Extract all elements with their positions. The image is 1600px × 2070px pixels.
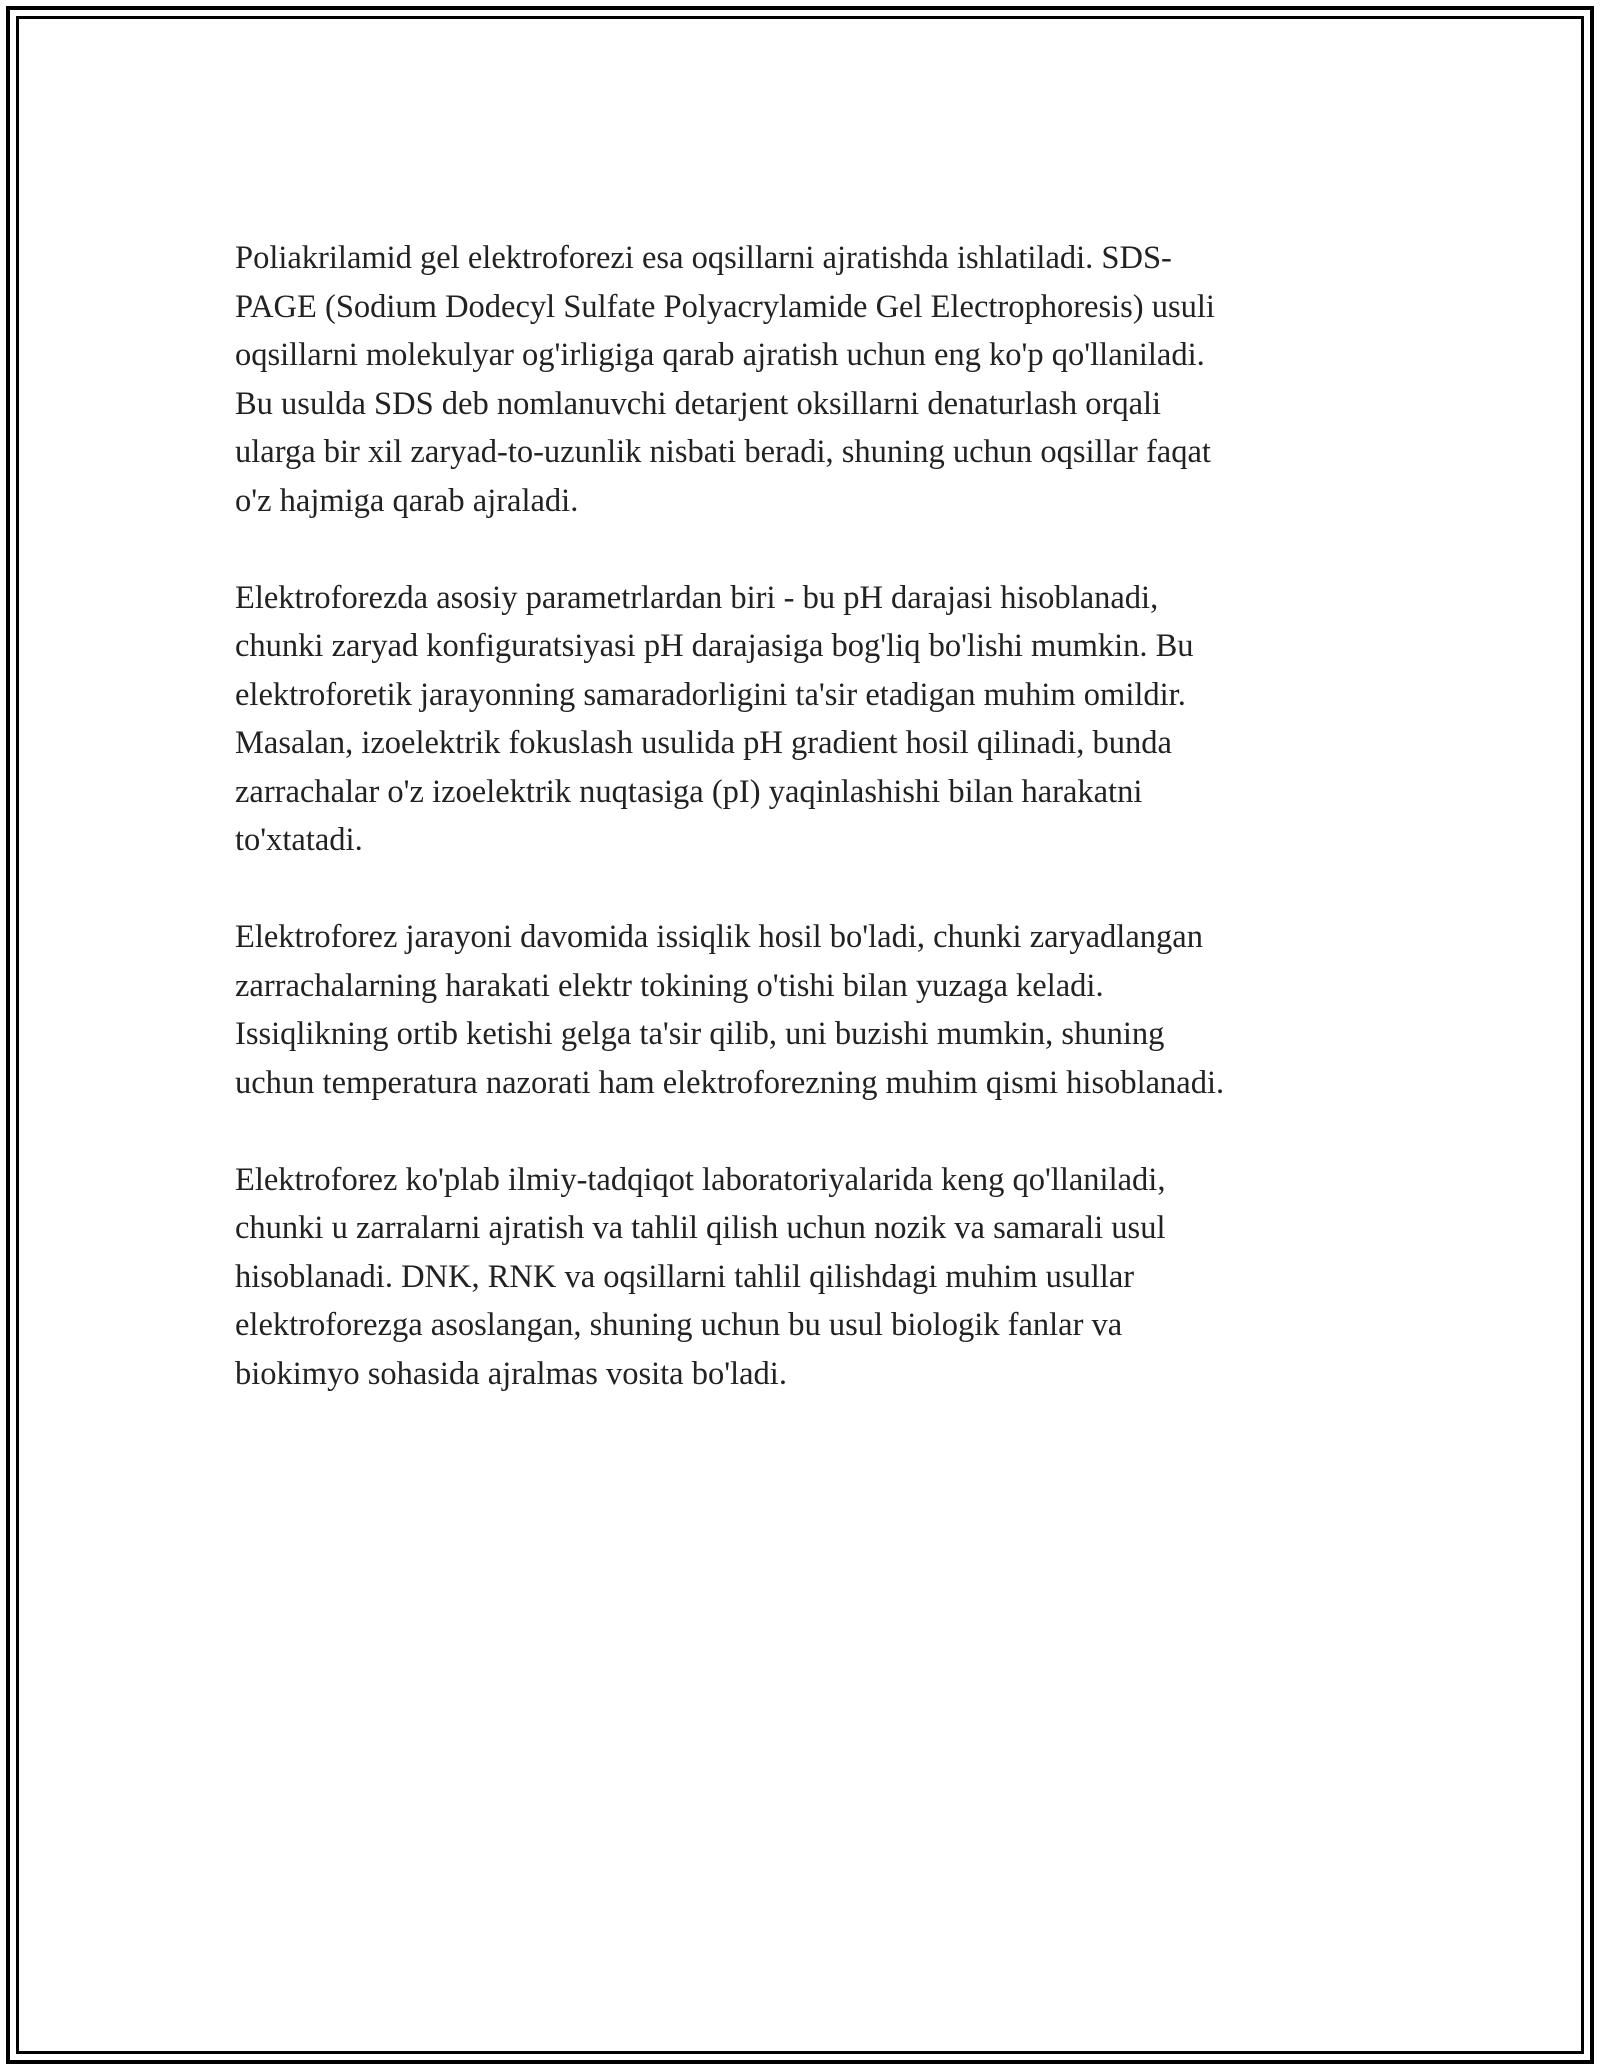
text-line: oqsillarni molekulyar og'irligiga qarab ajratish uchun eng ko'p qo'llaniladi.: [235, 337, 1205, 373]
text-line: elektroforetik jarayonning samaradorligini ta'sir etadigan muhim omildir.: [235, 676, 1186, 713]
text-line: ularga bir xil zaryad-to-uzunlik nisbati beradi, shuning uchun oqsillar faqat: [235, 434, 1211, 470]
text-line: to'xtatadi.: [235, 822, 363, 858]
paragraph-1: [235, 234, 1355, 525]
text-line: Poliakrilamid gel elektroforezi esa oqsillarni ajratishda ishlatiladi. SDS-: [235, 240, 1172, 276]
paragraph-4: [235, 1156, 1355, 1399]
text-line: Bu usulda SDS deb nomlanuvchi detarjent oksillarni denaturlash orqali: [235, 385, 1162, 422]
text-line: Masalan, izoelektrik fokuslash usulida pH gradient hosil qilinadi, bunda: [235, 725, 1172, 761]
text-line: Issiqlikning ortib ketishi gelga ta'sir qilib, uni buzishi mumkin, shuning: [235, 1016, 1165, 1052]
paragraph-3: [235, 913, 1355, 1107]
text-line: hisoblanadi. DNK, RNK va oqsillarni tahlil qilishdagi muhim usullar: [235, 1258, 1135, 1295]
text-line: uchun temperatura nazorati ham elektroforezning muhim qismi hisoblanadi.: [235, 1064, 1225, 1101]
text-line: chunki zaryad konfiguratsiyasi pH darajasiga bog'liq bo'lishi mumkin. Bu: [235, 628, 1194, 664]
text-line: elektroforezga asoslangan, shuning uchun bu usul biologik fanlar va: [235, 1307, 1123, 1343]
paragraph-2: [235, 574, 1355, 865]
text-line: chunki u zarralarni ajratish va tahlil qilish uchun nozik va samarali usul: [235, 1210, 1166, 1246]
text-line: Elektroforez jarayoni davomida issiqlik hosil bo'ladi, chunki zaryadlangan: [235, 919, 1203, 955]
text-line: PAGE (Sodium Dodecyl Sulfate Polyacrylamide Gel Electrophoresis) usuli: [235, 288, 1215, 325]
text-line: Elektroforezda asosiy parametrlardan biri - bu pH darajasi hisoblanadi,: [235, 579, 1159, 616]
text-line: biokimyo sohasida ajralmas vosita bo'ladi.: [235, 1355, 787, 1392]
text-line: Elektroforez ko'plab ilmiy-tadqiqot laboratoriyalarida keng qo'llaniladi,: [235, 1161, 1166, 1198]
text-line: zarrachalarning harakati elektr tokining o'tishi bilan yuzaga keladi.: [235, 967, 1104, 1004]
document-body: [235, 234, 1355, 1447]
text-line: zarrachalar o'z izoelektrik nuqtasiga (pI) yaqinlashishi bilan harakatni: [235, 773, 1143, 810]
text-line: o'z hajmiga qarab ajraladi.: [235, 482, 579, 519]
